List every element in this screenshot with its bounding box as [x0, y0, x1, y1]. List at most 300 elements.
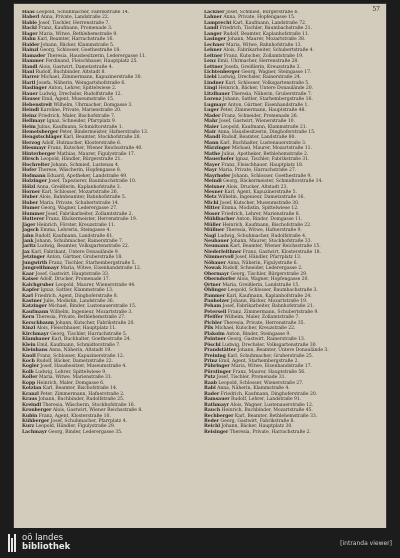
entry-name: Lehner [204, 48, 222, 54]
entry-details: Franz, Bäckermeister, Herrenstraße 19. [44, 217, 138, 223]
entry-name: Müller [204, 222, 221, 228]
entry-name: Mahr [204, 119, 218, 125]
entry-name: Neumann [204, 244, 229, 250]
entry-name: Kapfer [22, 288, 40, 294]
entry-details: Franz, Schneider, Promenade 26. [220, 113, 299, 119]
entry-details: Karoline, Private, Marienstraße 20. [39, 108, 122, 114]
entry-details: Franz, Fleischhauer, Hauptplatz 18. [219, 162, 304, 168]
entry-details: Wilhelm, Ingenieur, Dametzstraße 16. [216, 195, 305, 201]
entry-details: Anton, Lehrer, Spittelwiese 2. [46, 86, 117, 92]
entry-name: Preining [204, 353, 226, 359]
entry-name: Lichtenberger [204, 69, 240, 75]
entry-details: Ludwig, Drechsler, Rudolfstraße 12. [37, 91, 122, 97]
entry-details: Karl, Fabrikant, Untere Donaulände 9. [29, 249, 120, 255]
entry-name: Lachmayr [22, 429, 47, 435]
entry-name: Luger [204, 108, 219, 114]
entry-name: Nimmervoll [204, 255, 234, 261]
entry-details: Franz, Zimmermann, Schubertstraße 9. [226, 309, 319, 315]
entry-name: Mayrhofer [204, 173, 231, 179]
library-logo-icon [8, 534, 18, 552]
entry-details: Johann, Sattler, Starhembergstraße 16. [221, 97, 313, 103]
entry-details: Josef, Fabrikarbeiter, Bahnhofstraße 21. [221, 304, 315, 310]
entry-name: Hutterer [22, 217, 45, 223]
entry-name: Pöschl [204, 342, 221, 348]
viewer-footer [0, 528, 400, 558]
entry-name: Kogler [22, 364, 39, 370]
entry-details: Friedrich, Tischler, Baumbachstraße 21. [218, 26, 312, 32]
entry-details: Peter, Zimmermann, Hauptstraße 48. [218, 108, 306, 114]
entry-details: Josef, Tischler, Promenade 31. [215, 375, 286, 381]
entry-details: Josef, Tapezierer, Baumbachstraße 10. [46, 179, 137, 185]
entry-name: Pühringer [204, 364, 230, 370]
entry-details: Alois, Drucker, Altstadt 23. [224, 184, 288, 190]
entry-name: Heindl [22, 108, 40, 114]
scanned-page [14, 4, 386, 528]
left-column [22, 10, 198, 524]
entry-name: Reder [204, 418, 220, 424]
entry-name: Knoll [22, 353, 36, 359]
entry-name: Kaar [22, 271, 35, 277]
entry-details: Rudolf, Bäcker, Dametzstraße 22. [34, 359, 114, 364]
entry-name: Kirchmayr [22, 331, 49, 337]
entry-name: Hummer [22, 211, 45, 217]
entry-details: Anna, Hausbesitzerin, Dinghoferstraße 15. [216, 129, 316, 135]
entry-details: Rudolf, Beamter, Landstraße 80. [220, 135, 296, 141]
entry-details: Alois, Fabrikarbeiter, Schubertstraße 4. [221, 48, 314, 54]
entry-details: Johann, Kutscher, Fabrikstraße 20. [53, 320, 135, 326]
entry-name: Rathmayr [204, 402, 229, 408]
entry-details: Josef, Fabrikarbeiter, Zollamtstraße 2. [44, 211, 133, 217]
entry-name: Hemetsberger [22, 129, 59, 135]
entry-details: Heinrich, Förster, Kreuzstraße 11. [35, 222, 116, 228]
entry-name: Lackner [204, 10, 225, 15]
entry-details: Eduard, Apotheker, Landstraße 49. [45, 173, 128, 179]
entry-details: Anton, Gärtner, Gruberstraße 18. [45, 255, 123, 261]
entry-details: Anna, Private, Landstraße 22. [39, 15, 110, 21]
entry-name: Raab [204, 380, 217, 386]
entry-name: Lettner [204, 64, 223, 70]
entry-details: Alois, Gastwirt, Wiener Reichsstraße 8. [51, 408, 143, 414]
entry-name: Huber [22, 200, 38, 206]
entry-name: Hofer [22, 168, 37, 174]
entry-name: Haslinger [22, 86, 47, 92]
entry-details: Heinrich, Maler, Domgasse 6. [35, 380, 105, 386]
entry-name: Jahn [22, 233, 34, 239]
entry-name: Pils [204, 326, 214, 332]
entry-name: Hellmayr [22, 119, 46, 125]
entry-name: Kinzl [22, 326, 36, 332]
entry-details: Johann, Bäcker, Mozartstraße 19. [229, 299, 308, 305]
entry-name: Hammer [22, 59, 45, 65]
entry-details: Karl, Schlosser, Volksgartenstraße 5. [223, 80, 310, 86]
entry-name: Kaiser [22, 277, 39, 283]
entry-details: Ignaz, Schneider, Pfarrplatz 9. [45, 119, 117, 125]
entry-name: Harrer [22, 75, 40, 81]
entry-name: Mader [204, 113, 221, 119]
entry-details: Anton, Binder, Steingasse 9. [224, 331, 291, 337]
entry-name: Lenz [204, 59, 216, 65]
entry-name: Kraus [22, 397, 38, 403]
entry-name: Kranzl [22, 391, 39, 397]
entry-name: Hauer [22, 91, 38, 97]
entry-name: Mesner [204, 189, 223, 195]
entry-details: Leopold, Maurer, Wienerstraße 44. [53, 282, 136, 288]
entry-details: Josef, Kutscher, Museumstraße 30. [218, 200, 300, 206]
entry-details: Anna, Näherin, Figulystraße 6. [225, 260, 298, 266]
entry-details: Maria, Witwe, Eisenhandstraße 12. [58, 266, 142, 272]
entry-name: Jax [22, 249, 30, 255]
entry-details: Karl, Beamter, Stockhofstraße 28. [61, 135, 141, 141]
entry-name: Müllner [204, 228, 225, 234]
entry-name: Kronberger [22, 408, 52, 414]
entry-name: Metz [204, 195, 217, 201]
entry-details: Theresia, Private, Herrenstraße 35. [222, 320, 305, 326]
entry-name: Pointner [204, 337, 226, 343]
entry-name: Moser [204, 211, 220, 217]
entry-details: Theresia, Hausbesitzerin, Lederergasse 11. [45, 53, 147, 59]
entry-name: Hanl [22, 69, 35, 75]
entry-name: Kühberger [22, 418, 50, 424]
entry-details: Emil, Uhrmacher, Herrenstraße 28. [215, 59, 299, 65]
entry-name: Jaritz [22, 244, 36, 250]
entry-details: Michael, Maurer, Mozartstraße 11. [230, 146, 312, 152]
entry-details: Johann, Schuhmacher, Rainerstraße 7. [33, 239, 124, 245]
entry-details: Heinrich, Kaufmann, Bischofstraße 22. [220, 222, 312, 228]
entry-details: Maria, Witwe, Bahnhofstraße 13. [224, 42, 302, 48]
entry-details: Karl, Beamter, Harrachstraße 16. [35, 37, 114, 43]
entry-name: Rabl [204, 386, 216, 392]
entry-details: Johann, Bäcker, Klammstraße 5. [39, 42, 115, 48]
entry-name: Heinz [22, 113, 37, 119]
entry-name: Jetzinger [22, 255, 46, 261]
entry-name: Lorenz [204, 97, 222, 103]
entry-details: Karl, Kaufmann, Kaplanhofstraße 24. [225, 293, 312, 299]
entry-name: Prandstätter [204, 348, 237, 354]
entry-details: Alois, Fleischhauer, Hauptplatz 11. [35, 326, 117, 332]
entry-name: Humer [22, 206, 40, 212]
entry-details: Therese, Wäscherin, Hopfengasse 8. [36, 168, 122, 174]
entry-name: Kurz [22, 424, 35, 430]
entry-details: Wilhelm, Uhrmacher, Domgasse 3. [52, 102, 133, 108]
entry-name: Peham [204, 304, 222, 310]
entry-name: Jungwirth [22, 260, 48, 266]
entry-details: Johann, Beamter, Untere Donaulände 3. [236, 348, 329, 354]
entry-name: Reichl [204, 424, 221, 430]
entry-name: Hiesmayr [22, 146, 47, 152]
entry-details: Karl, Buchhalter, Lustenauerstraße 3. [218, 140, 307, 146]
entry-name: Jäger [22, 222, 36, 228]
entry-name: Helm [22, 124, 36, 130]
entry-details: Maria, Witwe, Marienstraße 31. [37, 375, 113, 381]
entry-name: Lamprecht [204, 20, 232, 26]
entry-details: Johann, Maurer, Mozartstraße 38. [226, 37, 306, 43]
entry-details: Rudolf, Lehrer, Landstraße 91. [229, 397, 302, 403]
entry-details: Maria, Witwe, Eisenhandstraße 17. [229, 364, 312, 370]
entry-name: Hackl [22, 26, 37, 32]
entry-details: Maria, Private, Schubertstraße 14. [38, 200, 120, 206]
entry-details: Julius, Kaufmann, Schmidtorstraße 1. [35, 124, 124, 130]
entry-details: Johann, Buchbinder, Rudolfstraße 25. [37, 397, 125, 403]
entry-details: Wilhelm, Ingenieur, Mozartstraße 3. [48, 309, 133, 315]
entry-name: Kopp [22, 380, 36, 386]
entry-name: Kubin [22, 413, 38, 419]
entry-details: Friedrich, Agent, Dinghoferstraße 8. [32, 293, 119, 299]
entry-details: Emil, Kaufmann, Schmidtorstraße 7. [35, 342, 121, 348]
entry-details: Heinrich, Bäcker, Untere Donaulände 20. [217, 86, 314, 92]
entry-name: Neubauer [204, 239, 229, 245]
entry-details: Heinrich, Buchbinder, Mozartstraße 45. [220, 408, 313, 414]
entry-name: Katzinger [22, 304, 47, 310]
entry-details: Georg, Schlosser, Goethestraße 18. [38, 48, 121, 54]
entry-name: Kastner [22, 299, 43, 305]
entry-details: Georg, Wagner, Steingasse 17. [239, 69, 312, 75]
directory-columns [22, 10, 380, 524]
right-column [204, 10, 380, 524]
entry-details: Michael, Zimmermann, Kapuzinerstraße 30. [39, 75, 142, 81]
entry-details: Josef, Händler, Pfarrplatz 13. [233, 255, 302, 261]
entry-details: Friedrich, Kaufmann, Dinghoferstraße 20. [219, 391, 318, 397]
entry-name: Pürstinger [204, 369, 232, 375]
entry-name: Kern [22, 315, 35, 321]
entry-details: Leopold, Händler, Figulystraße 29. [34, 424, 116, 430]
entry-details: Friedrich, Maler, Bischofstraße 7. [36, 113, 116, 119]
entry-name: Rechberger [204, 413, 234, 419]
entry-details: Michael, Kutscher, Kreuzstraße 22. [213, 326, 296, 332]
entry-details: Rudolf, Schneider, Lederergasse 2. [221, 266, 303, 272]
entry-name: Klambauer [22, 337, 50, 343]
entry-details: Anna, Näherin, Klammstraße 4. [215, 386, 290, 392]
entry-name: Oberndorfer [204, 277, 236, 283]
entry-details: Karl, Beamter, Bischofstraße 14. [41, 386, 118, 392]
entry-details: Georg, Binder, Lederergasse 35. [46, 429, 123, 435]
entry-name: Kaufmann [22, 309, 49, 315]
entry-details: Ludwig, Beamter, Volksgartenstraße 22. [35, 244, 130, 250]
entry-details: Rudolf, Beamter, Kaplanhofstraße 11. [221, 31, 310, 37]
entry-name: Koller [22, 375, 38, 381]
entry-details: Anton, Binder, Domgasse 11. [234, 217, 303, 223]
entry-name: Kalchgruber [22, 282, 54, 288]
entry-details: Franz, Maurer, Hauptstraße 56. [231, 369, 306, 375]
entry-name: Lingl [204, 86, 218, 92]
entry-details: Ludwig, Drechsler, Volksgartenstraße 30. [220, 342, 317, 348]
entry-name: Jungreithmayr [22, 266, 59, 272]
entry-name: Hölzl [22, 184, 36, 190]
entry-details: Franz, Kutscher, Wiener Reichsstraße 40. [46, 146, 143, 152]
entry-details: Anna, Näherin, Altstadt 19. [47, 348, 112, 354]
entry-details: Leopold, Schlosser, Wienerstraße 27. [216, 380, 304, 386]
entry-name: Panholzer [204, 299, 230, 305]
entry-name: Lugmayr [204, 102, 227, 108]
entry-details: Josef, Schmied, Bürgerstraße 6. [224, 10, 299, 15]
entry-name: Mathe [204, 151, 221, 157]
entry-name: Kreindl [22, 402, 42, 408]
entry-details: Maria, Greißlerin, Landstraße 15. [220, 282, 300, 288]
entry-details: Leopold, Schlosser, Baumbachstraße 3. [226, 288, 318, 294]
entry-name: Lindner [204, 80, 224, 86]
entry-details: Franz, Kaufmann, Promenade 3. [36, 26, 113, 32]
entry-details: Georg, Bäckermeister, Schmidtorstraße 14. [221, 179, 323, 185]
entry-details: Georg, Wagner, Lederergasse 27. [39, 206, 118, 212]
entry-details: Karl, Schlosser, Mozartstraße 26. [40, 189, 119, 195]
entry-details: Karl, Kaufmann, Landstraße 72. [231, 20, 307, 26]
library-name-line1: oö landes [22, 533, 64, 543]
entry-details: Theresia, Private, Harrachstraße 2. [228, 429, 311, 435]
entry-name: Plakolm [204, 331, 225, 337]
entry-details: Josefa, Greißlerin, Kreuzstraße 3. [222, 64, 301, 70]
entry-details: Peter, Zimmermann, Hafnerstraße 2. [38, 391, 125, 397]
entry-name: Hochreiter [22, 162, 50, 168]
entry-name: Märzinger [204, 146, 231, 152]
entry-details: Georg, Gastwirt, Rainerstraße 13. [225, 337, 306, 343]
entry-details: Ludwig, Schuhmacher, Rudolfstraße 4. [215, 233, 307, 239]
entry-details: Emma, Lehrerin, Steingasse 4. [38, 228, 111, 234]
entry-name: Haider [22, 42, 40, 48]
entry-name: Niederleithner [204, 249, 242, 255]
entry-name: Hengstschläger [22, 135, 62, 141]
entry-name: Mühlbacher [204, 217, 235, 223]
entry-details: Alois, Bahnbeamter, Bahnhofstraße 5. [38, 195, 127, 201]
entry-name: Haas [22, 10, 35, 15]
library-logo[interactable] [8, 534, 70, 552]
entry-name: Mauerhofer [204, 157, 234, 163]
entry-details: Leopold, Kaufmann, Klammstraße 21. [218, 124, 307, 130]
entry-details: Theresia, Private, Bethlehemstraße 27. [34, 315, 126, 321]
entry-details: Michael, Binder, Lustenauerstraße 15. [46, 304, 137, 310]
entry-details: Josef, Gastwirt, Hauptstraße 33. [34, 271, 110, 277]
entry-details: Karl, Beamter, Bethlehemstraße 33. [233, 413, 318, 419]
entry-name: Huber [22, 195, 38, 201]
entry-name: Mann [204, 140, 219, 146]
page-number: 57 [372, 6, 380, 13]
entry-details: Emil, Agent, Starhembergstraße 2. [217, 359, 299, 364]
entry-name: Litzlbauer [204, 91, 230, 97]
entry-details: Rudolf, Kaufmann, Landstraße 61. [33, 233, 114, 239]
entry-details: Emil, Agent, Museumstraße 15. [40, 97, 115, 103]
entry-name: Hirsch [22, 157, 39, 163]
entry-details: Franz, Agent, Klosterstraße 10. [37, 413, 111, 419]
entry-name: Leitner [204, 53, 223, 59]
entry-name: Kleinhans [22, 348, 48, 354]
entry-name: Hager [22, 31, 38, 37]
entry-name: Rader [204, 391, 220, 397]
entry-details: Alois, Gastwirt, Dametzstraße 4. [37, 64, 113, 70]
entry-name: Lasinger [204, 37, 227, 43]
entry-details: Josefa, Näherin, Weingartshofstraße 6. [35, 80, 126, 86]
entry-name: Nöbauer [204, 260, 226, 266]
entry-name: Pammer [204, 293, 226, 299]
entry-details: Julius, Apotheker, Bethlehemstraße 2. [220, 151, 309, 157]
entry-name: Jagsch [22, 228, 39, 234]
entry-name: Handl [22, 64, 38, 70]
entry-name: Hartl [22, 80, 36, 86]
entry-name: Meindl [204, 179, 222, 185]
entry-details: Leopold, Schuhmacher, Fabrikstraße 14. [34, 10, 130, 15]
entry-name: Hahn [22, 37, 36, 43]
entry-name: Ortner [204, 282, 221, 288]
entry-details: Josef, Schuhmacher, Pfarrplatz 4. [49, 418, 127, 424]
entry-details: Adolf, Hutmacher, Klosterstraße 6. [40, 140, 122, 146]
entry-details: Johann, Schmied, Lustenau 4. [49, 162, 120, 168]
entry-details: Karl, Agent, Kapuzinerstraße 5. [222, 189, 297, 195]
entry-name: Maier [204, 124, 219, 130]
entry-details: Theresia, Witwe, Hafnerstraße 9. [224, 228, 302, 234]
entry-name: Karl [22, 293, 33, 299]
entry-details: Georg, Gastwirt, Fabrikstraße 8. [219, 418, 295, 424]
entry-details: Rudolf, Buchbinder, Altstadt 8. [34, 69, 106, 75]
entry-name: Kotzian [22, 386, 42, 392]
entry-details: Leopold, Händler, Bürgerstraße 21. [38, 157, 122, 163]
entry-details: Julie, Modistin, Landstraße 36. [42, 299, 115, 305]
entry-details: Josef, Gastwirt, Wienerstraße 10. [217, 119, 295, 125]
entry-details: Alois, Wagner, Hopfengasse 20. [235, 277, 309, 283]
entry-details: Emma, Modistin, Spittelwiese 12. [220, 206, 299, 212]
directory-entry [22, 430, 198, 435]
entry-name: Langer [204, 31, 222, 37]
library-name-line2: bibliothek [22, 542, 71, 552]
entry-details: Theresia, Näherin, Gruberstraße 7. [229, 91, 313, 97]
entry-name: Hinterberger [22, 151, 56, 157]
entry-details: Karl, Beamter, Wiener Reichsstraße 15. [228, 244, 321, 250]
entry-name: Koch [22, 359, 35, 364]
entry-details: Josef, Tischler, Herrenstraße 7. [36, 20, 110, 26]
entry-details: Franz, Schlosser, Kapuzinerstraße 12. [35, 353, 125, 359]
entry-name: Kerschbaum [22, 320, 54, 326]
entry-name: Nowak [204, 266, 222, 272]
entry-details: Friedrich, Lehrer, Marienstraße 8. [219, 211, 300, 217]
entry-details: Franz, Gastwirt, Klosterstraße 18. [241, 249, 321, 255]
entry-name: Jank [22, 239, 34, 245]
entry-name: Peterseil [204, 309, 227, 315]
entry-name: Putz [204, 375, 216, 381]
entry-details: Franz, Tischler, Starhembergstraße 5. [47, 260, 136, 266]
entry-details: Karl, Schuhmacher, Gruberstraße 25. [225, 353, 314, 359]
entry-name: Hebenstreit [22, 102, 53, 108]
entry-name: Reisinger [204, 429, 229, 435]
entry-details: Peter, Bindermeister, Hafnerstraße 13. [58, 129, 149, 135]
entry-name: Horner [22, 189, 41, 195]
entry-details: Georg, Tischler, Bürgerstraße 29. [229, 271, 308, 277]
entry-details: Josef, Hausbesitzer, Museumstraße 4. [38, 364, 127, 370]
entry-name: Mair [204, 129, 217, 135]
directory-entry [204, 430, 380, 435]
entry-name: Lahner [204, 15, 222, 21]
entry-name: Holzinger [22, 179, 47, 185]
entry-details: Karl, Buchhalter, Goethestraße 24. [50, 337, 132, 343]
entry-details: Johann, Schlosser, Goethestraße 9. [230, 173, 312, 179]
entry-details: Ludwig, Drechsler, Rainerstraße 24. [216, 75, 302, 81]
entry-details: Johann, Bäcker, Hauptplatz 30. [220, 424, 293, 430]
entry-details: Wilhelm, Maler, Zollamtstraße 7. [223, 315, 300, 321]
entry-details: Franz, Kutscher, Zollamtstraße 19. [222, 53, 304, 59]
entry-details: Ignaz, Tischler, Fabrikstraße 31. [233, 157, 310, 163]
entry-name: Mayr [204, 168, 217, 174]
entry-name: Mitter [204, 206, 221, 212]
entry-name: Hainzl [22, 48, 39, 54]
entry-details: Maria, Private, Harrachstraße 27. [216, 168, 297, 174]
entry-details: Ignaz, Sattler, Klammstraße 13. [39, 288, 114, 294]
entry-name: Mandl [204, 135, 221, 141]
entry-name: Hamader [22, 53, 46, 59]
entry-name: Hable [22, 20, 37, 26]
viewer-credit[interactable]: [intranda viewer] [340, 539, 392, 547]
entry-name: Nagl [204, 233, 216, 239]
entry-name: Haberl [22, 15, 40, 21]
entry-details: Anna, Private, Hopfengasse 15. [221, 15, 296, 21]
entry-name: Lechner [204, 42, 225, 48]
entry-name: Ramsauer [204, 397, 230, 403]
entry-name: Meixner [204, 184, 225, 190]
entry-name: Prinz [204, 359, 218, 364]
